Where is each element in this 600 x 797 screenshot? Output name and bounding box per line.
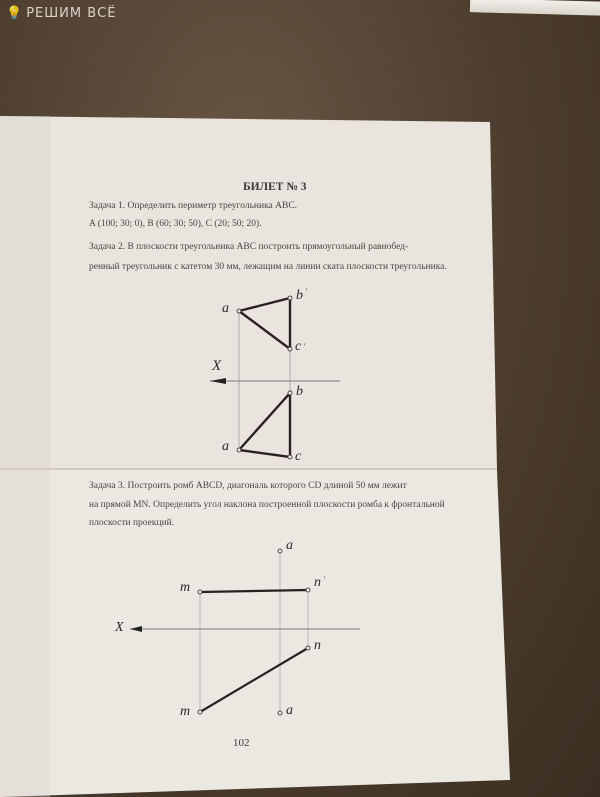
point-c-top (288, 347, 292, 351)
label-x-axis-2: X (115, 620, 124, 635)
ticket-title: БИЛЕТ № 3 (243, 181, 307, 193)
point-n-top (306, 588, 310, 592)
page-number: 102 (233, 737, 250, 749)
label-m-bottom: m (180, 704, 191, 719)
prime-b: ' (306, 287, 308, 296)
point-a-bottom-2 (278, 711, 282, 715)
label-n-bottom: n (314, 638, 321, 653)
label-b-top: b (296, 288, 303, 303)
label-a-bottom: a (222, 439, 229, 454)
point-m-bottom (198, 710, 202, 714)
task2-line1: Задача 2. В плоскости треугольника ABC построить прямоугольный равнобед- (89, 242, 409, 252)
point-a-bottom (237, 448, 241, 452)
prime-n: ' (324, 575, 326, 584)
label-a-top-2: a (286, 538, 293, 553)
label-b-bottom: b (296, 384, 303, 399)
point-a-top-2 (278, 549, 282, 553)
point-b-top (288, 296, 292, 300)
point-n-bottom (306, 646, 310, 650)
label-a-top: a (222, 301, 229, 316)
point-b-bottom (288, 391, 292, 395)
task1-line2: A (100; 30; 0), B (60; 30; 50), C (20; 50; 20). (89, 219, 262, 229)
point-a-top (237, 309, 241, 313)
task3-line3: плоскости проекций. (89, 518, 175, 528)
watermark-logo (6, 6, 116, 21)
task3-line1: Задача 3. Построить ромб ABCD, диагональ которого CD длиной 50 мм лежит (89, 481, 407, 491)
label-c-top: c (295, 339, 302, 354)
task1-line1: Задача 1. Определить периметр треугольника ABC. (89, 201, 298, 211)
watermark-text: РЕШИМ ВСЁ (26, 6, 117, 21)
label-x-axis: X (212, 358, 222, 374)
label-a-bottom-2: a (286, 703, 293, 718)
lightbulb-icon: 💡 (6, 6, 24, 21)
sheet-shadow-left (0, 116, 50, 797)
label-c-bottom: c (295, 449, 302, 464)
point-c-bottom (288, 455, 292, 459)
label-m-top: m (180, 580, 191, 595)
task3-line2: на прямой MN. Определить угол наклона построенной плоскости ромба к фронтальной (89, 500, 445, 510)
sheet-upper-half (0, 116, 497, 470)
sheet-lower-half (0, 470, 510, 797)
label-n-top: n (314, 575, 321, 590)
point-m-top (198, 590, 202, 594)
task2-line2: ренный треугольник с катетом 30 мм, лежащим на линии ската плоскости треугольника. (89, 262, 447, 272)
prime-c: ' (304, 342, 306, 351)
